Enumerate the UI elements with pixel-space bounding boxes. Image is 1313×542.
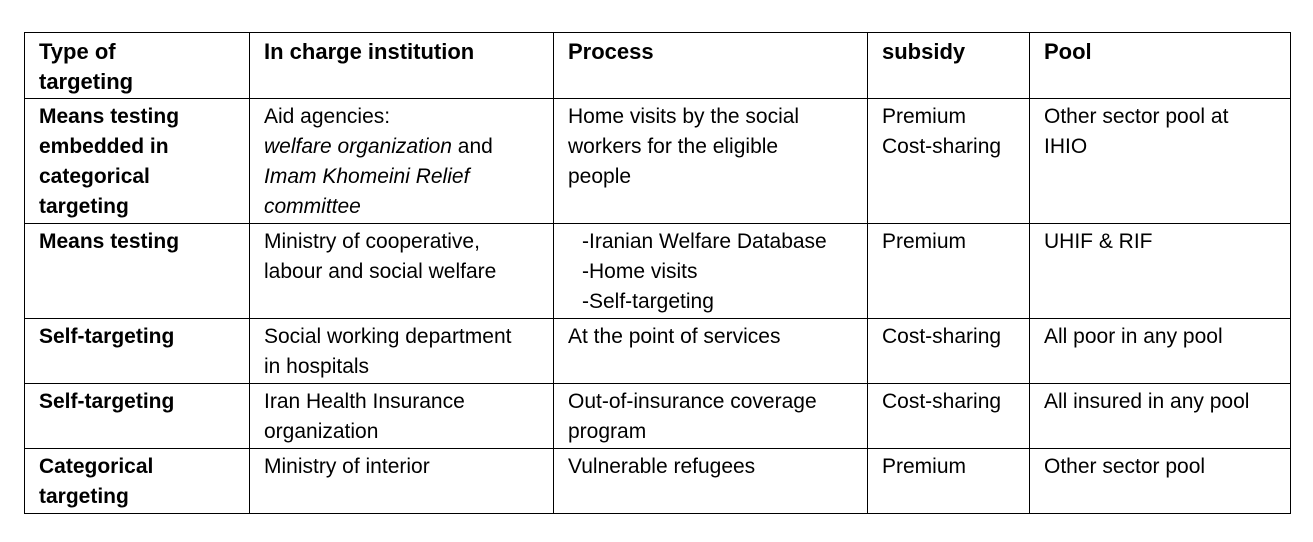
header-type-line: Type of — [39, 39, 116, 64]
cell-line: Home visits by the social — [568, 105, 800, 128]
cell-line: Means testing — [39, 230, 180, 253]
cell-line: -Iranian Welfare Database — [582, 230, 827, 253]
cell-type — [25, 319, 250, 384]
cell-type — [25, 449, 250, 514]
cell-pool — [1030, 319, 1291, 384]
cell-line: -Self-targeting — [582, 290, 714, 313]
table-row — [25, 319, 1291, 384]
italic-text: welfare organization — [264, 135, 452, 158]
cell-pool — [1030, 99, 1291, 224]
cell-line: -Home visits — [582, 260, 698, 283]
cell-subsidy — [868, 384, 1030, 449]
cell-process — [554, 224, 868, 319]
cell-line: Cost-sharing — [882, 325, 1002, 348]
header-process-line: Process — [568, 39, 654, 64]
cell-line: Premium — [882, 105, 967, 128]
cell-line: Aid agencies: — [264, 105, 391, 128]
header-process — [554, 33, 868, 99]
cell-line — [264, 132, 539, 162]
header-pool — [1030, 33, 1291, 99]
cell-line: workers for the eligible — [568, 135, 779, 158]
cell-line: people — [568, 165, 632, 188]
cell-line: All insured in any pool — [1044, 390, 1250, 413]
cell-line: Self-targeting — [39, 390, 175, 413]
cell-line: Iran Health Insurance — [264, 390, 465, 413]
cell-type — [25, 224, 250, 319]
cell-line: Ministry of cooperative, — [264, 230, 480, 253]
header-row — [25, 33, 1291, 99]
cell-subsidy — [868, 319, 1030, 384]
cell-line: Cost-sharing — [882, 135, 1002, 158]
cell-line: IHIO — [1044, 135, 1088, 158]
targeting-table — [24, 32, 1291, 514]
cell-line: in hospitals — [264, 355, 370, 378]
cell-line: program — [568, 420, 647, 443]
cell-subsidy — [868, 449, 1030, 514]
cell-pool — [1030, 224, 1291, 319]
cell-pool — [1030, 384, 1291, 449]
cell-line: Self-targeting — [39, 325, 175, 348]
cell-institution — [250, 319, 554, 384]
cell-pool — [1030, 449, 1291, 514]
header-pool-line: Pool — [1044, 39, 1092, 64]
table-row — [25, 99, 1291, 224]
cell-subsidy — [868, 224, 1030, 319]
cell-line: At the point of services — [568, 325, 781, 348]
cell-line: UHIF & RIF — [1044, 230, 1153, 253]
cell-line: committee — [264, 195, 361, 218]
cell-line: All poor in any pool — [1044, 325, 1223, 348]
cell-institution — [250, 449, 554, 514]
cell-line: Cost-sharing — [882, 390, 1002, 413]
cell-line: targeting — [39, 195, 129, 218]
cell-line: Premium — [882, 230, 967, 253]
cell-subsidy — [868, 99, 1030, 224]
table-row — [25, 224, 1291, 319]
cell-institution — [250, 384, 554, 449]
cell-line: Social working department — [264, 325, 512, 348]
cell-line: Ministry of interior — [264, 455, 430, 478]
table-container — [24, 32, 1290, 514]
header-institution-line: In charge institution — [264, 39, 475, 64]
table-row — [25, 449, 1291, 514]
cell-line: categorical — [39, 165, 150, 188]
table-row — [25, 384, 1291, 449]
cell-line: Other sector pool at — [1044, 105, 1229, 128]
cell-line: Premium — [882, 455, 967, 478]
header-subsidy-line: subsidy — [882, 39, 966, 64]
cell-line: targeting — [39, 485, 129, 508]
cell-process — [554, 319, 868, 384]
cell-line: Out-of-insurance coverage — [568, 390, 817, 413]
cell-line: embedded in — [39, 135, 169, 158]
cell-line: Means testing — [39, 105, 180, 128]
header-type-line: targeting — [39, 69, 134, 94]
cell-line: Vulnerable refugees — [568, 455, 756, 478]
cell-type — [25, 384, 250, 449]
header-subsidy — [868, 33, 1030, 99]
cell-institution — [250, 224, 554, 319]
header-institution — [250, 33, 554, 99]
cell-line: organization — [264, 420, 379, 443]
cell-process — [554, 449, 868, 514]
cell-process — [554, 99, 868, 224]
cell-line: Other sector pool — [1044, 455, 1206, 478]
header-type — [25, 33, 250, 99]
cell-line: labour and social welfare — [264, 260, 497, 283]
cell-process — [554, 384, 868, 449]
plain-text: and — [451, 135, 493, 158]
cell-line: Categorical — [39, 455, 154, 478]
cell-line: Imam Khomeini Relief — [264, 165, 470, 188]
cell-type — [25, 99, 250, 224]
cell-institution — [250, 99, 554, 224]
